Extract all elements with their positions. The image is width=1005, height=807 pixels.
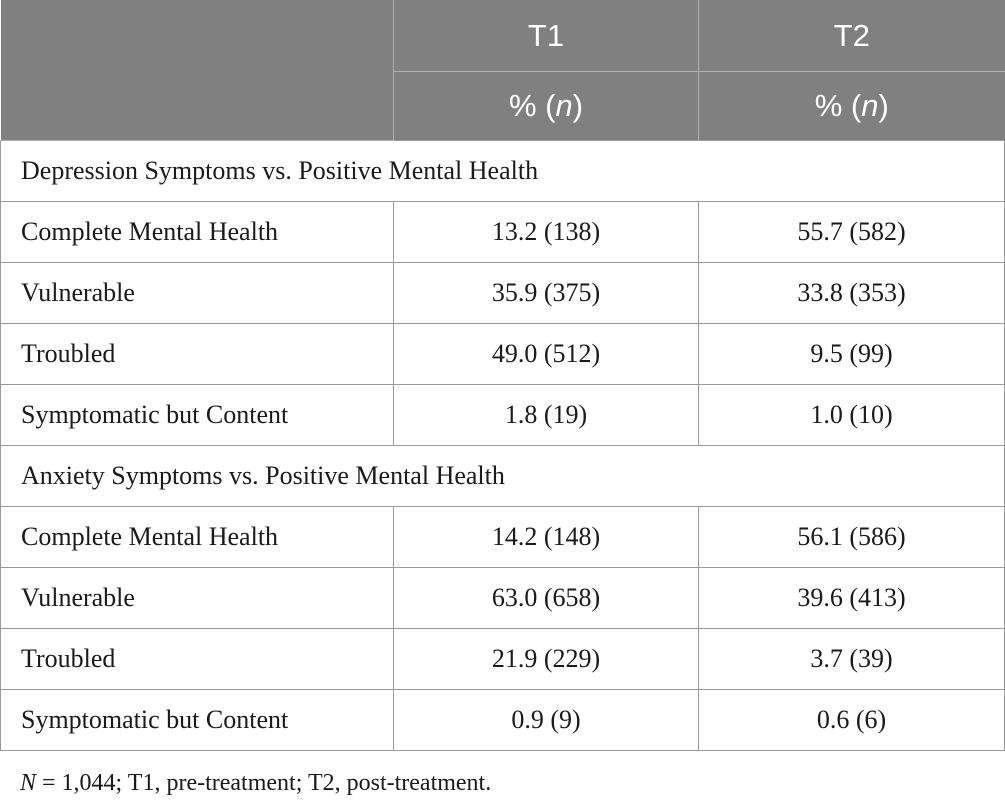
- row-label: Complete Mental Health: [1, 507, 394, 568]
- cell-t1: 0.9 (9): [394, 690, 699, 751]
- table-row: [1, 202, 1005, 263]
- cell-t2: 55.7 (582): [699, 202, 1005, 263]
- t1-sub-suffix: ): [572, 88, 584, 123]
- t1-sub-prefix: % (: [508, 88, 556, 123]
- cell-t1: 49.0 (512): [394, 324, 699, 385]
- t2-sub-var: n: [861, 88, 879, 123]
- cell-t2: 1.0 (10): [699, 385, 1005, 446]
- footnote-text: = 1,044; T1, pre-treatment; T2, post-treatment.: [36, 770, 492, 796]
- table-header: [1, 0, 1005, 141]
- cell-t1: 21.9 (229): [394, 629, 699, 690]
- section-title-anxiety: Anxiety Symptoms vs. Positive Mental Health: [1, 446, 1005, 507]
- t2-sub-suffix: ): [878, 88, 889, 123]
- table-row: [1, 324, 1005, 385]
- table-row: [1, 507, 1005, 568]
- cell-t2: 33.8 (353): [699, 263, 1005, 324]
- row-label: Vulnerable: [1, 263, 394, 324]
- row-label: Vulnerable: [1, 568, 394, 629]
- cell-t2: 56.1 (586): [699, 507, 1005, 568]
- row-label: Complete Mental Health: [1, 202, 394, 263]
- table-row: [1, 690, 1005, 751]
- row-label: Symptomatic but Content: [1, 690, 394, 751]
- cell-t2: 3.7 (39): [699, 629, 1005, 690]
- t2-sub-prefix: % (: [814, 88, 862, 123]
- cell-t1: 63.0 (658): [394, 568, 699, 629]
- cell-t1: 14.2 (148): [394, 507, 699, 568]
- header-t2-subheader: [699, 72, 1005, 141]
- table-row: [1, 385, 1005, 446]
- header-t1: T1: [394, 0, 699, 72]
- cell-t2: 39.6 (413): [699, 568, 1005, 629]
- t1-sub-var: n: [555, 88, 573, 123]
- table-footnote: [20, 770, 491, 797]
- table-row: [1, 568, 1005, 629]
- row-label: Symptomatic but Content: [1, 385, 394, 446]
- header-t2: T2: [699, 0, 1005, 72]
- cell-t1: 1.8 (19): [394, 385, 699, 446]
- table-body: [1, 141, 1005, 751]
- table-row: [1, 629, 1005, 690]
- row-label: Troubled: [1, 324, 394, 385]
- section-title-depression: Depression Symptoms vs. Positive Mental Health: [1, 141, 1005, 202]
- cell-t2: 0.6 (6): [699, 690, 1005, 751]
- cell-t1: 13.2 (138): [394, 202, 699, 263]
- header-row-1: [1, 0, 1005, 72]
- cell-t1: 35.9 (375): [394, 263, 699, 324]
- header-blank-cell: [1, 0, 394, 141]
- cell-t2: 9.5 (99): [699, 324, 1005, 385]
- header-t1-subheader: [394, 72, 699, 141]
- footnote-n-var: N: [20, 770, 37, 796]
- section-row: [1, 141, 1005, 202]
- section-row: [1, 446, 1005, 507]
- row-label: Troubled: [1, 629, 394, 690]
- table-row: [1, 263, 1005, 324]
